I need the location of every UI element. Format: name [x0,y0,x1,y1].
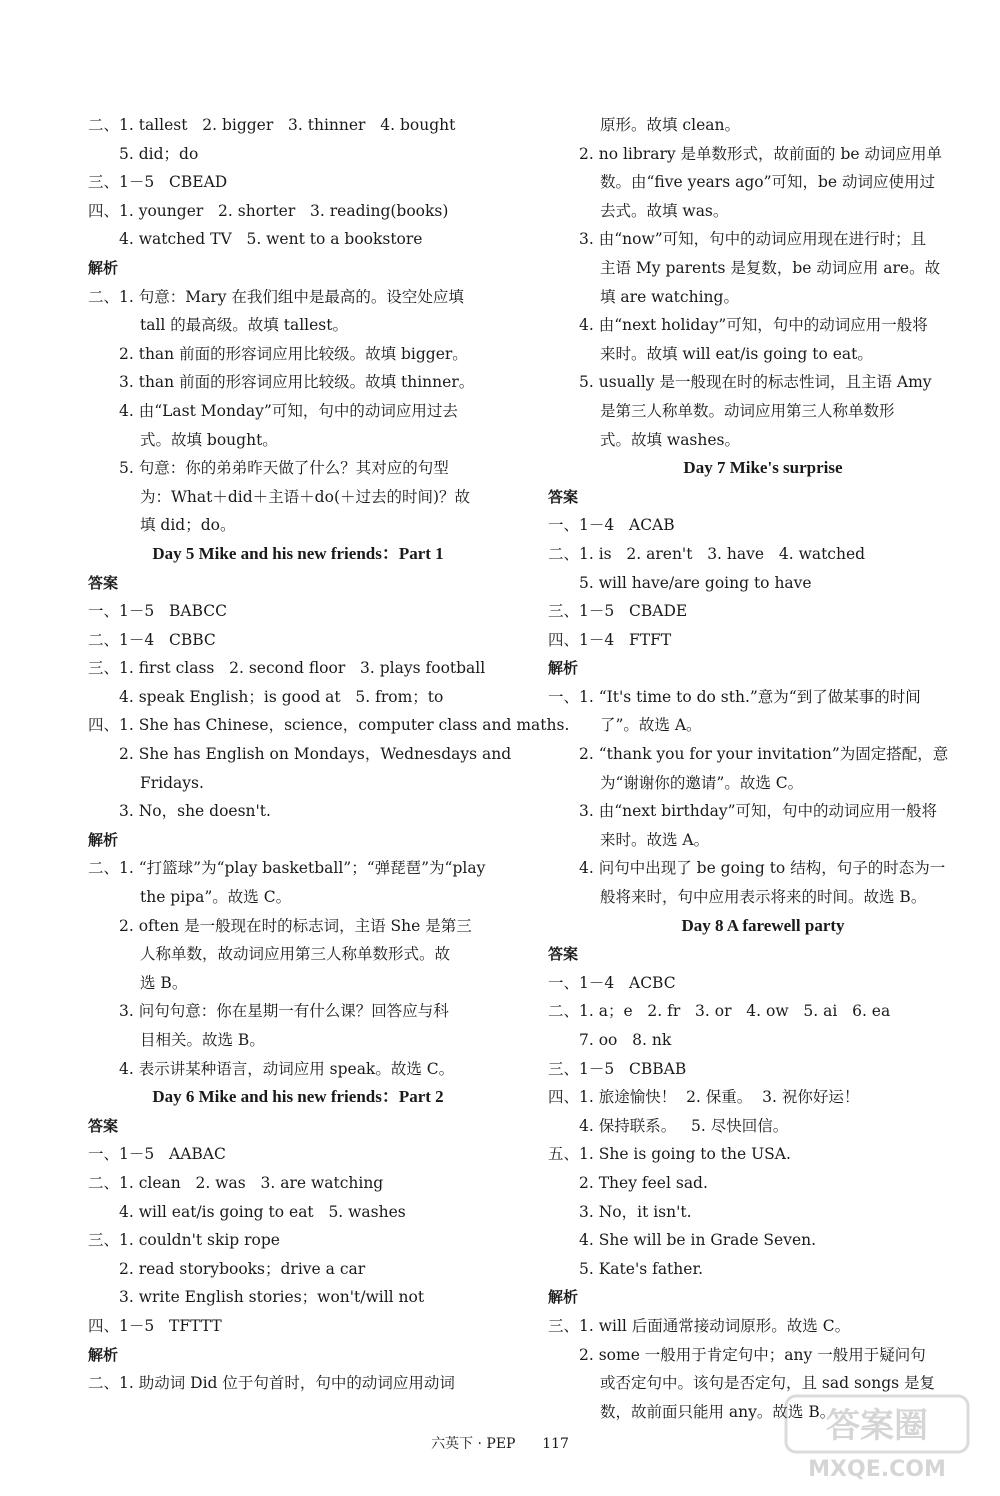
answer-line: 2. often 是一般现在时的标志词，主语 She 是第三 [119,916,472,935]
answer-line: 三、1－5 CBEAD [88,173,228,192]
answer-line: 2. no library 是单数形式，故前面的 be 动词应用单 [579,144,942,163]
answer-line: 填 did；do。 [140,516,236,535]
answer-line: 目相关。故选 B。 [140,1031,265,1049]
section-label: 答案 [548,945,579,964]
answer-line: 2. They feel sad. [579,1173,708,1192]
answer-line: 数，故前面只能用 any。故选 B。 [600,1402,836,1421]
answer-line: 一、1－4 ACBC [548,973,676,992]
answer-line: Fridays. [140,773,204,792]
answer-line: 3. 问句句意：你在星期一有什么课？回答应与科 [119,1002,449,1021]
section-label: 解析 [548,1288,579,1307]
answer-line: 二、1. is 2. aren't 3. have 4. watched [548,544,866,563]
answer-line: 5. Kate's father. [579,1259,704,1278]
answer-line: 人称单数，故动词应用第三人称单数形式。故 [140,945,451,964]
answer-line: 3. 由“next birthday”可知，句中的动词应用一般将 [579,802,938,821]
answer-line: 3. than 前面的形容词应用比较级。故填 thinner。 [119,373,475,392]
answer-line: 来时。故选 A。 [600,830,710,849]
section-label: 解析 [88,258,119,277]
answer-line: 一、1－4 ACAB [548,516,675,535]
watermark-logo [782,1392,972,1482]
answer-line: 来时。故填 will eat/is going to eat。 [600,344,873,363]
answer-line: 4. 问句中出现了 be going to 结构，句子的时态为一 [579,859,946,878]
answer-line: 二、1. 助动词 Did 位于句首时，句中的动词应用动词 [88,1374,455,1393]
answer-line: 五、1. She is going to the USA. [548,1145,791,1164]
answer-line: 4. speak English；is good at 5. from；to [119,687,444,706]
answer-line: 式。故填 washes。 [600,430,740,449]
answer-line: 5. did；do [119,144,199,163]
answer-line: 去式。故填 was。 [600,201,729,220]
answer-line: 三、1－5 CBADE [548,602,688,621]
answer-line: 选 B。 [140,973,188,992]
answer-line: 四、1. She has Chinese，science，computer class and maths. [88,716,570,735]
answer-line: 4. She will be in Grade Seven. [579,1231,817,1250]
answer-line: 了”。故选 A。 [600,716,702,735]
answer-line: 二、1. a；e 2. fr 3. or 4. ow 5. ai 6. ea [548,1002,891,1021]
day-heading: Day 5 Mike and his new friends：Part 1 [152,543,444,563]
answer-line: 2. than 前面的形容词应用比较级。故填 bigger。 [119,344,468,363]
answer-line: 三、1. couldn't skip rope [88,1231,280,1250]
answer-line: 2. She has English on Mondays，Wednesdays and [119,745,512,764]
answer-line: 5. 句意：你的弟弟昨天做了什么？其对应的句型 [119,459,449,478]
answer-line: 式。故填 bought。 [140,430,278,449]
section-label: 答案 [88,1116,119,1135]
answer-line: 四、1－5 TFTTT [88,1316,222,1335]
answer-line: 3. No，she doesn't. [119,802,271,821]
answer-line: 4. 表示讲某种语言，动词应用 speak。故选 C。 [119,1059,455,1078]
answer-line: the pipa”。故选 C。 [140,888,292,907]
watermark-text-bottom: MXQE.COM [808,1457,946,1482]
answer-line: 2. read storybooks；drive a car [119,1259,366,1278]
footer-book-label: 六英下 · PEP [431,1436,516,1452]
section-label: 答案 [548,487,579,506]
answer-line: 为“谢谢你的邀请”。故选 C。 [600,773,804,792]
answer-line: 4. will eat/is going to eat 5. washes [119,1202,406,1221]
answer-line: 5. usually 是一般现在时的标志性词，且主语 Amy [579,373,932,392]
page-number: 117 [542,1436,569,1452]
answer-line: 一、1. “It's time to do sth.”意为“到了做某事的时间 [548,687,921,706]
answer-line: 二、1－4 CBBC [88,630,216,649]
left-column [88,111,570,1398]
section-label: 解析 [88,830,119,849]
answer-line: 2. “thank you for your invitation”为固定搭配，意 [579,745,949,764]
watermark-text-top: 答案圈 [826,1406,928,1446]
answer-line: 是第三人称单数。动词应用第三人称单数形 [600,401,895,420]
answer-line: 四、1－4 FTFT [548,630,672,649]
answer-line: 为：What＋did＋主语＋do(＋过去的时间)？故 [140,487,471,506]
answer-line: 二、1. clean 2. was 3. are watching [88,1173,384,1192]
answer-line: 4. watched TV 5. went to a bookstore [119,230,423,249]
answer-line: 二、1. “打篮球”为“play basketball”；“弹琵琶”为“play [88,859,486,878]
answer-line: 主语 My parents 是复数，be 动词应用 are。故 [600,258,941,277]
answer-line: 一、1－5 AABAC [88,1145,226,1164]
answer-line: 4. 保持联系。 5. 尽快回信。 [579,1116,789,1135]
answer-line: 二、1. 句意：Mary 在我们组中是最高的。设空处应填 [88,287,464,306]
answer-line: 三、1. will 后面通常接动词原形。故选 C。 [548,1316,851,1335]
answer-line: 原形。故填 clean。 [600,116,740,134]
answer-line: 数。由“five years ago”可知，be 动词应使用过 [600,173,936,192]
section-label: 解析 [548,659,579,678]
answer-line: 填 are watching。 [600,287,739,306]
answer-line: 5. will have/are going to have [579,573,812,592]
answer-line: 二、1. tallest 2. bigger 3. thinner 4. bought [88,116,456,134]
answer-line: 四、1. 旅途愉快！ 2. 保重。 3. 祝你好运！ [548,1088,860,1107]
answer-line: 3. write English stories；won't/will not [119,1288,425,1307]
answer-line: 三、1. first class 2. second floor 3. plays football [88,659,486,678]
section-label: 解析 [88,1345,119,1364]
answer-line: 2. some 一般用于肯定句中；any 一般用于疑问句 [579,1345,926,1364]
answer-line: 四、1. younger 2. shorter 3. reading(books) [88,201,449,220]
answer-line: 一、1－5 BABCC [88,602,227,621]
answer-line: 4. 由“Last Monday”可知，句中的动词应用过去 [119,401,458,420]
day-heading: Day 8 A farewell party [681,915,845,935]
answer-line: 7. oo 8. nk [579,1031,672,1049]
answer-line: tall 的最高级。故填 tallest。 [140,316,348,335]
day-heading: Day 6 Mike and his new friends：Part 2 [152,1087,444,1107]
right-column [548,111,968,1426]
answer-line: 3. 由“now”可知，句中的动词应用现在进行时；且 [579,230,927,249]
answer-line: 或否定句中。该句是否定句，且 sad songs 是复 [600,1374,936,1393]
answer-line: 三、1－5 CBBAB [548,1059,687,1078]
section-label: 答案 [88,573,119,592]
answer-line: 般将来时，句中应用表示将来的时间。故选 B。 [600,888,927,907]
answer-line: 4. 由“next holiday”可知，句中的动词应用一般将 [579,316,928,335]
day-heading: Day 7 Mike's surprise [683,458,843,478]
answer-line: 3. No，it isn't. [579,1202,692,1221]
